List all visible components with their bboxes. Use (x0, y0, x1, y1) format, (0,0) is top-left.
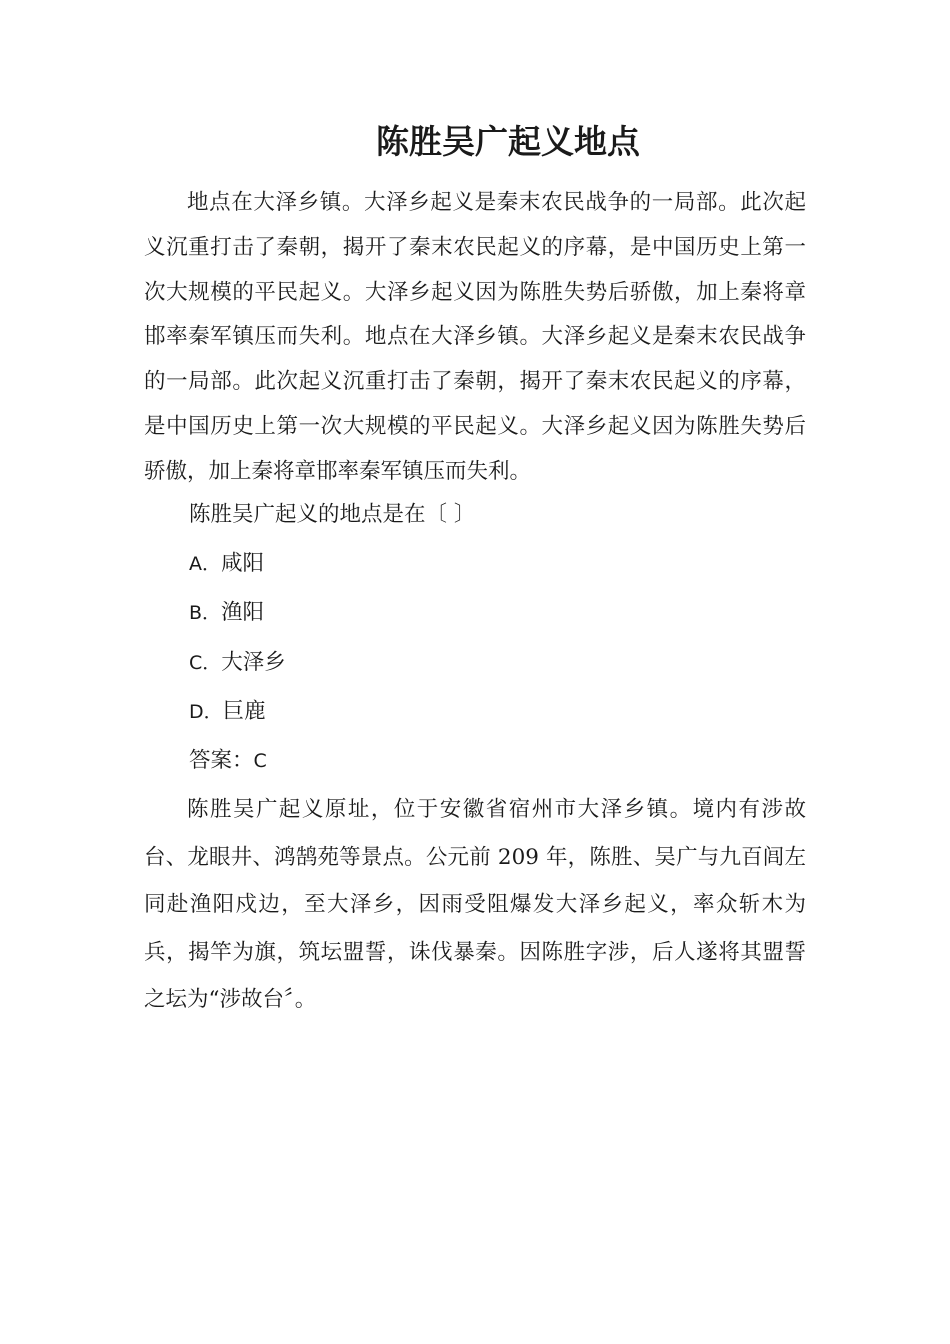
explanation-paragraph: 陈胜吴广起义原址，位于安徽省宿州市大泽乡镇。境内有涉故台、龙眼井、鸿鹄苑等景点。公元前 209 年，陈胜、吴广与九百闾左同赴渔阳戍边，至大泽乡，因雨受阻爆发大泽乡起义，率众斩木为兵，揭竿为旗，筑坛盟誓，诛伐暴秦。因陈胜字涉，后人遂将其盟誓之坛为“涉故台〞。 (144, 797, 806, 1012)
question-text: 陈胜吴广起义的地点是在〔 〕 (189, 502, 476, 527)
option-c (189, 648, 286, 678)
option-a-text: 咸阳 (221, 551, 265, 576)
intro-paragraph: 地点在大泽乡镇。大泽乡起义是秦末农民战争的一局部。此次起义沉重打击了秦朝，揭开了秦末农民起义的序幕，是中国历史上第一次大规模的平民起义。大泽乡起义因为陈胜失势后骄傲，加上秦将章邯率秦军镇压而失利。地点在大泽乡镇。大泽乡起义是秦末农民战争的一局部。此次起义沉重打击了秦朝，揭开了秦末农民起义的序幕，是中国历史上第一次大规模的平民起义。大泽乡起义因为陈胜失势后骄傲，加上秦将章邯率秦军镇压而失利。 (144, 190, 806, 484)
page-title: 陈胜吴广起义地点 (376, 122, 640, 161)
option-a-letter: A． (189, 553, 221, 575)
option-a (189, 549, 264, 579)
option-c-letter: C． (189, 652, 222, 674)
option-b (189, 598, 264, 628)
option-b-text: 渔阳 (221, 600, 265, 625)
option-c-text: 大泽乡 (221, 650, 286, 675)
option-b-letter: B． (189, 602, 222, 624)
option-d-letter: D． (189, 701, 223, 723)
answer-value: C (253, 750, 267, 772)
answer-label: 答案： (189, 748, 254, 773)
option-d (189, 697, 266, 727)
answer-line (189, 746, 267, 776)
option-d-text: 巨鹿 (222, 699, 266, 724)
